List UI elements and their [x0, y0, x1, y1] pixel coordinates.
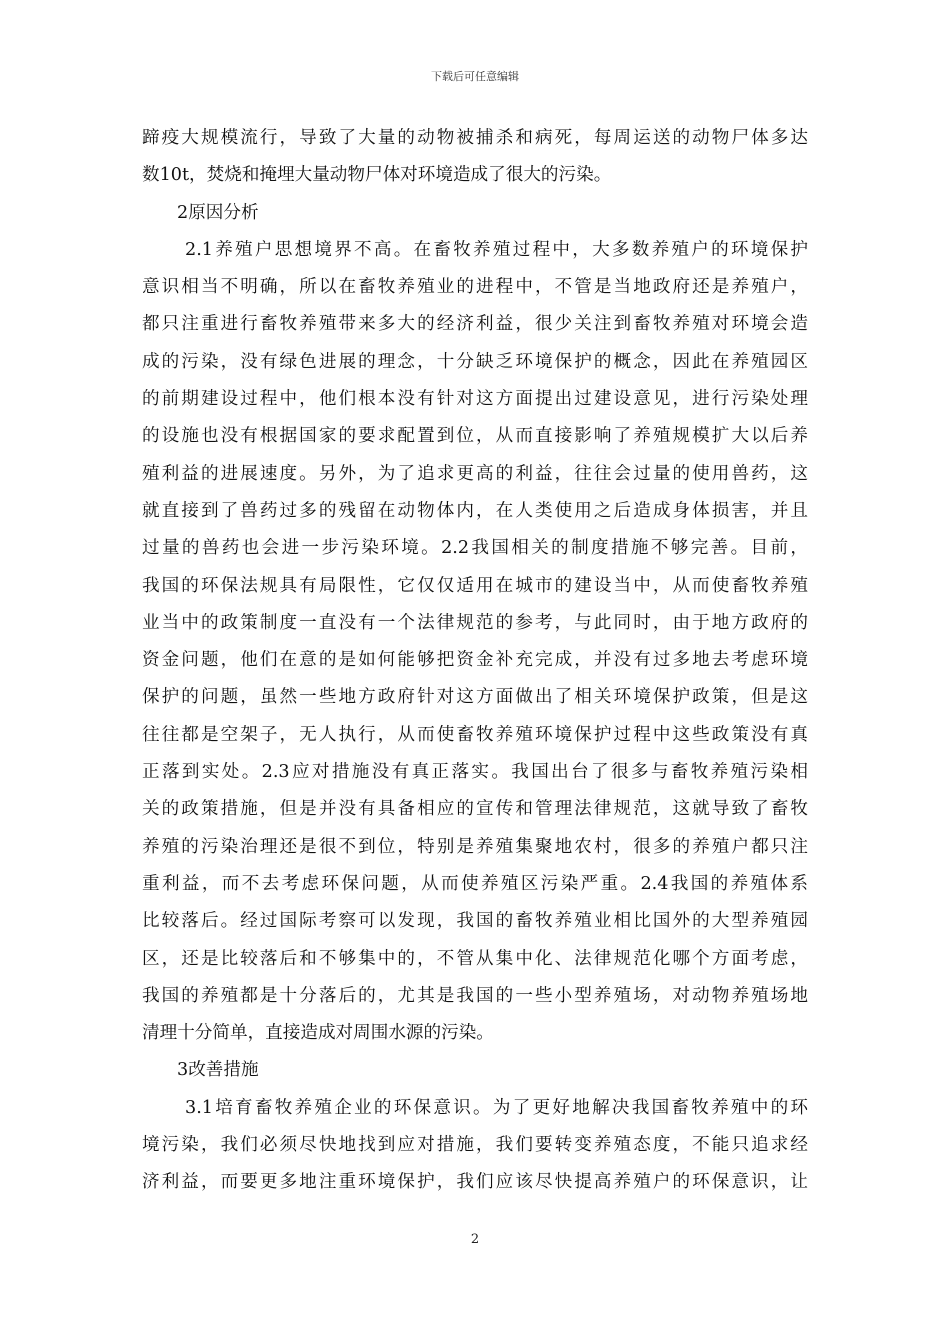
text-line: 成的污染，没有绿色进展的理念，十分缺乏环境保护的概念，因此在养殖园区 [142, 351, 808, 372]
text-line: 我国的养殖都是十分落后的，尤其是我国的一些小型养殖场，对动物养殖场地 [142, 985, 808, 1006]
text-line: 正落到实处。2.3应对措施没有真正落实。我国出台了很多与畜牧养殖污染相 [142, 762, 808, 783]
text-line: 清理十分简单，直接造成对周围水源的污染。 [142, 1023, 494, 1044]
text-line: 养殖的污染治理还是很不到位，特别是养殖集聚地农村，很多的养殖户都只注 [142, 836, 808, 857]
text-line: 重利益，而不去考虑环保问题，从而使养殖区污染严重。2.4我国的养殖体系 [142, 873, 808, 894]
text-line: 意识相当不明确，所以在畜牧养殖业的进程中，不管是当地政府还是养殖户， [142, 277, 808, 298]
text-line: 3.1培育畜牧养殖企业的环保意识。为了更好地解决我国畜牧养殖中的环 [185, 1097, 808, 1118]
text-line: 境污染，我们必须尽快地找到应对措施，我们要转变养殖态度，不能只追求经 [142, 1135, 808, 1156]
text-line: 资金问题，他们在意的是如何能够把资金补充完成，并没有过多地去考虑环境 [142, 650, 808, 671]
document-body [142, 120, 808, 1202]
page-number: 2 [470, 1232, 480, 1247]
text-line: 数10t，焚烧和掩埋大量动物尸体对环境造成了很大的污染。 [142, 165, 612, 186]
text-line: 就直接到了兽药过多的残留在动物体内，在人类使用之后造成身体损害，并且 [142, 500, 808, 521]
page-header: 下载后可任意编辑 [431, 70, 519, 83]
text-line: 往往都是空架子，无人执行，从而使畜牧养殖环境保护过程中这些政策没有真 [142, 724, 808, 745]
text-line: 我国的环保法规具有局限性，它仅仅适用在城市的建设当中，从而使畜牧养殖 [142, 575, 808, 596]
text-line: 殖利益的进展速度。另外，为了追求更高的利益，往往会过量的使用兽药，这 [142, 463, 808, 484]
text-line: 区，还是比较落后和不够集中的，不管从集中化、法律规范化哪个方面考虑， [142, 948, 808, 969]
text-line: 2.1养殖户思想境界不高。在畜牧养殖过程中，大多数养殖户的环境保护 [185, 239, 808, 260]
section-heading: 2原因分析 [177, 202, 259, 223]
text-line: 比较落后。经过国际考察可以发现，我国的畜牧养殖业相比国外的大型养殖园 [142, 911, 808, 932]
text-line: 济利益，而要更多地注重环境保护，我们应该尽快提高养殖户的环保意识，让 [142, 1172, 808, 1193]
text-line: 保护的问题，虽然一些地方政府针对这方面做出了相关环境保护政策，但是这 [142, 687, 808, 708]
text-line: 都只注重进行畜牧养殖带来多大的经济利益，很少关注到畜牧养殖对环境会造 [142, 314, 808, 335]
text-line: 的设施也没有根据国家的要求配置到位，从而直接影响了养殖规模扩大以后养 [142, 426, 808, 447]
text-line: 业当中的政策制度一直没有一个法律规范的参考，与此同时，由于地方政府的 [142, 612, 808, 633]
text-line: 的前期建设过程中，他们根本没有针对这方面提出过建设意见，进行污染处理 [142, 389, 808, 410]
text-line: 蹄疫大规模流行，导致了大量的动物被捕杀和病死，每周运送的动物尸体多达 [142, 128, 808, 148]
section-heading: 3改善措施 [177, 1060, 259, 1081]
text-line: 过量的兽药也会进一步污染环境。2.2我国相关的制度措施不够完善。目前， [142, 538, 808, 559]
text-line: 关的政策措施，但是并没有具备相应的宣传和管理法律规范，这就导致了畜牧 [142, 799, 808, 820]
